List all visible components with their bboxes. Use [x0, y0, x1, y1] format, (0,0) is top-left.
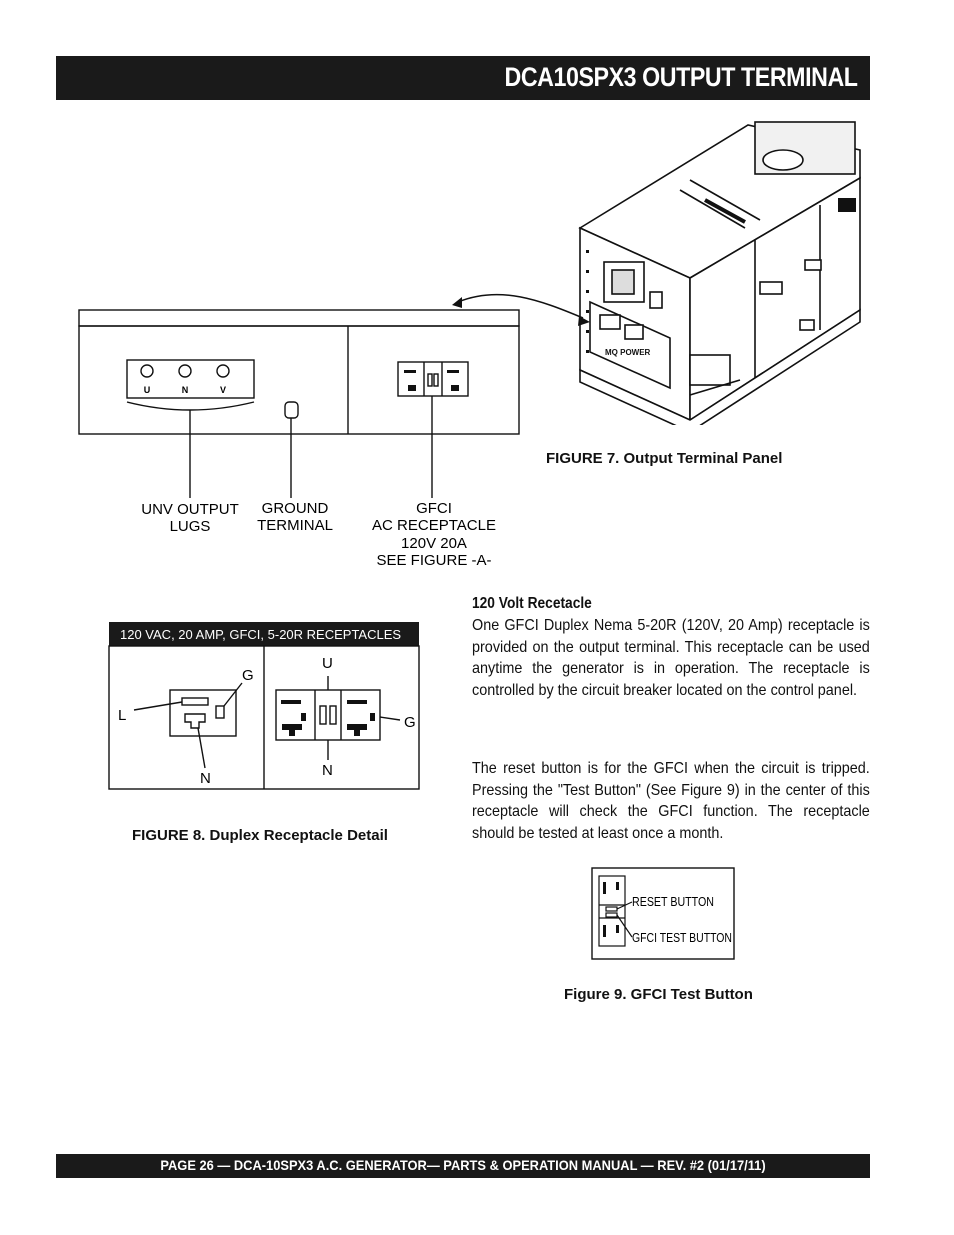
figure8-caption: FIGURE 8. Duplex Receptacle Detail	[132, 827, 388, 844]
paragraph-2: The reset button is for the GFCI when the circuit is tripped. Pressing the "Test Button" (See Figure 9) in the center of this receptacle will check the GFCI function. The receptacle should be tested at least once a month.	[472, 760, 870, 842]
gfci-callout-line2: AC RECEPTACLE	[372, 517, 496, 534]
fig8-header: 120 VAC, 20 AMP, GFCI, 5-20R RECEPTACLES	[120, 627, 402, 642]
ground-callout-line1: GROUND	[261, 500, 329, 517]
footer-text: PAGE 26 — DCA-10SPX3 A.C. GENERATOR— PARTS & OPERATION MANUAL — REV. #2 (01/17/11)	[160, 1157, 766, 1173]
fig8-label-g: G	[242, 667, 254, 684]
page-title: DCA10SPX3 OUTPUT TERMINAL	[504, 62, 858, 92]
gfci-test-button-figure	[585, 862, 745, 966]
duplex-receptacle-detail	[100, 615, 430, 800]
lug-label-v: V	[219, 385, 227, 395]
unv-callout-line2: LUGS	[169, 518, 211, 535]
fig8-label-n: N	[200, 770, 211, 787]
lug-label-n: N	[181, 385, 189, 395]
lug-label-u: U	[143, 385, 151, 395]
footer-bar	[56, 1154, 870, 1178]
title-bar	[56, 56, 870, 100]
gfci-callout-line1: GFCI	[416, 500, 452, 517]
test-button-label: GFCI TEST BUTTON	[632, 930, 732, 945]
gfci-callout-line4: SEE FIGURE -A-	[376, 552, 492, 569]
fig8-label-u: U	[322, 655, 333, 672]
fig8-label-g2: G	[404, 714, 416, 731]
logo-text: MQ POWER	[605, 348, 651, 357]
figure9-caption: Figure 9. GFCI Test Button	[564, 986, 753, 1003]
fig8-label-l: L	[118, 707, 127, 724]
fig8-label-n2: N	[322, 762, 333, 779]
paragraph-1: One GFCI Duplex Nema 5-20R (120V, 20 Amp) receptacle is provided on the output terminal. This receptacle can be used anytime the generator is in operation. The receptacle is controlled by the circuit breaker located on the control panel.	[472, 617, 870, 699]
figure7-caption: FIGURE 7. Output Terminal Panel	[546, 450, 783, 467]
output-terminal-panel	[70, 300, 530, 590]
unv-callout-line1: UNV OUTPUT	[141, 501, 239, 518]
section-heading: 120 Volt Recetacle	[472, 595, 592, 612]
gfci-callout-line3: 120V 20A	[401, 535, 467, 552]
ground-callout-line2: TERMINAL	[257, 517, 333, 534]
reset-button-label: RESET BUTTON	[632, 894, 714, 909]
